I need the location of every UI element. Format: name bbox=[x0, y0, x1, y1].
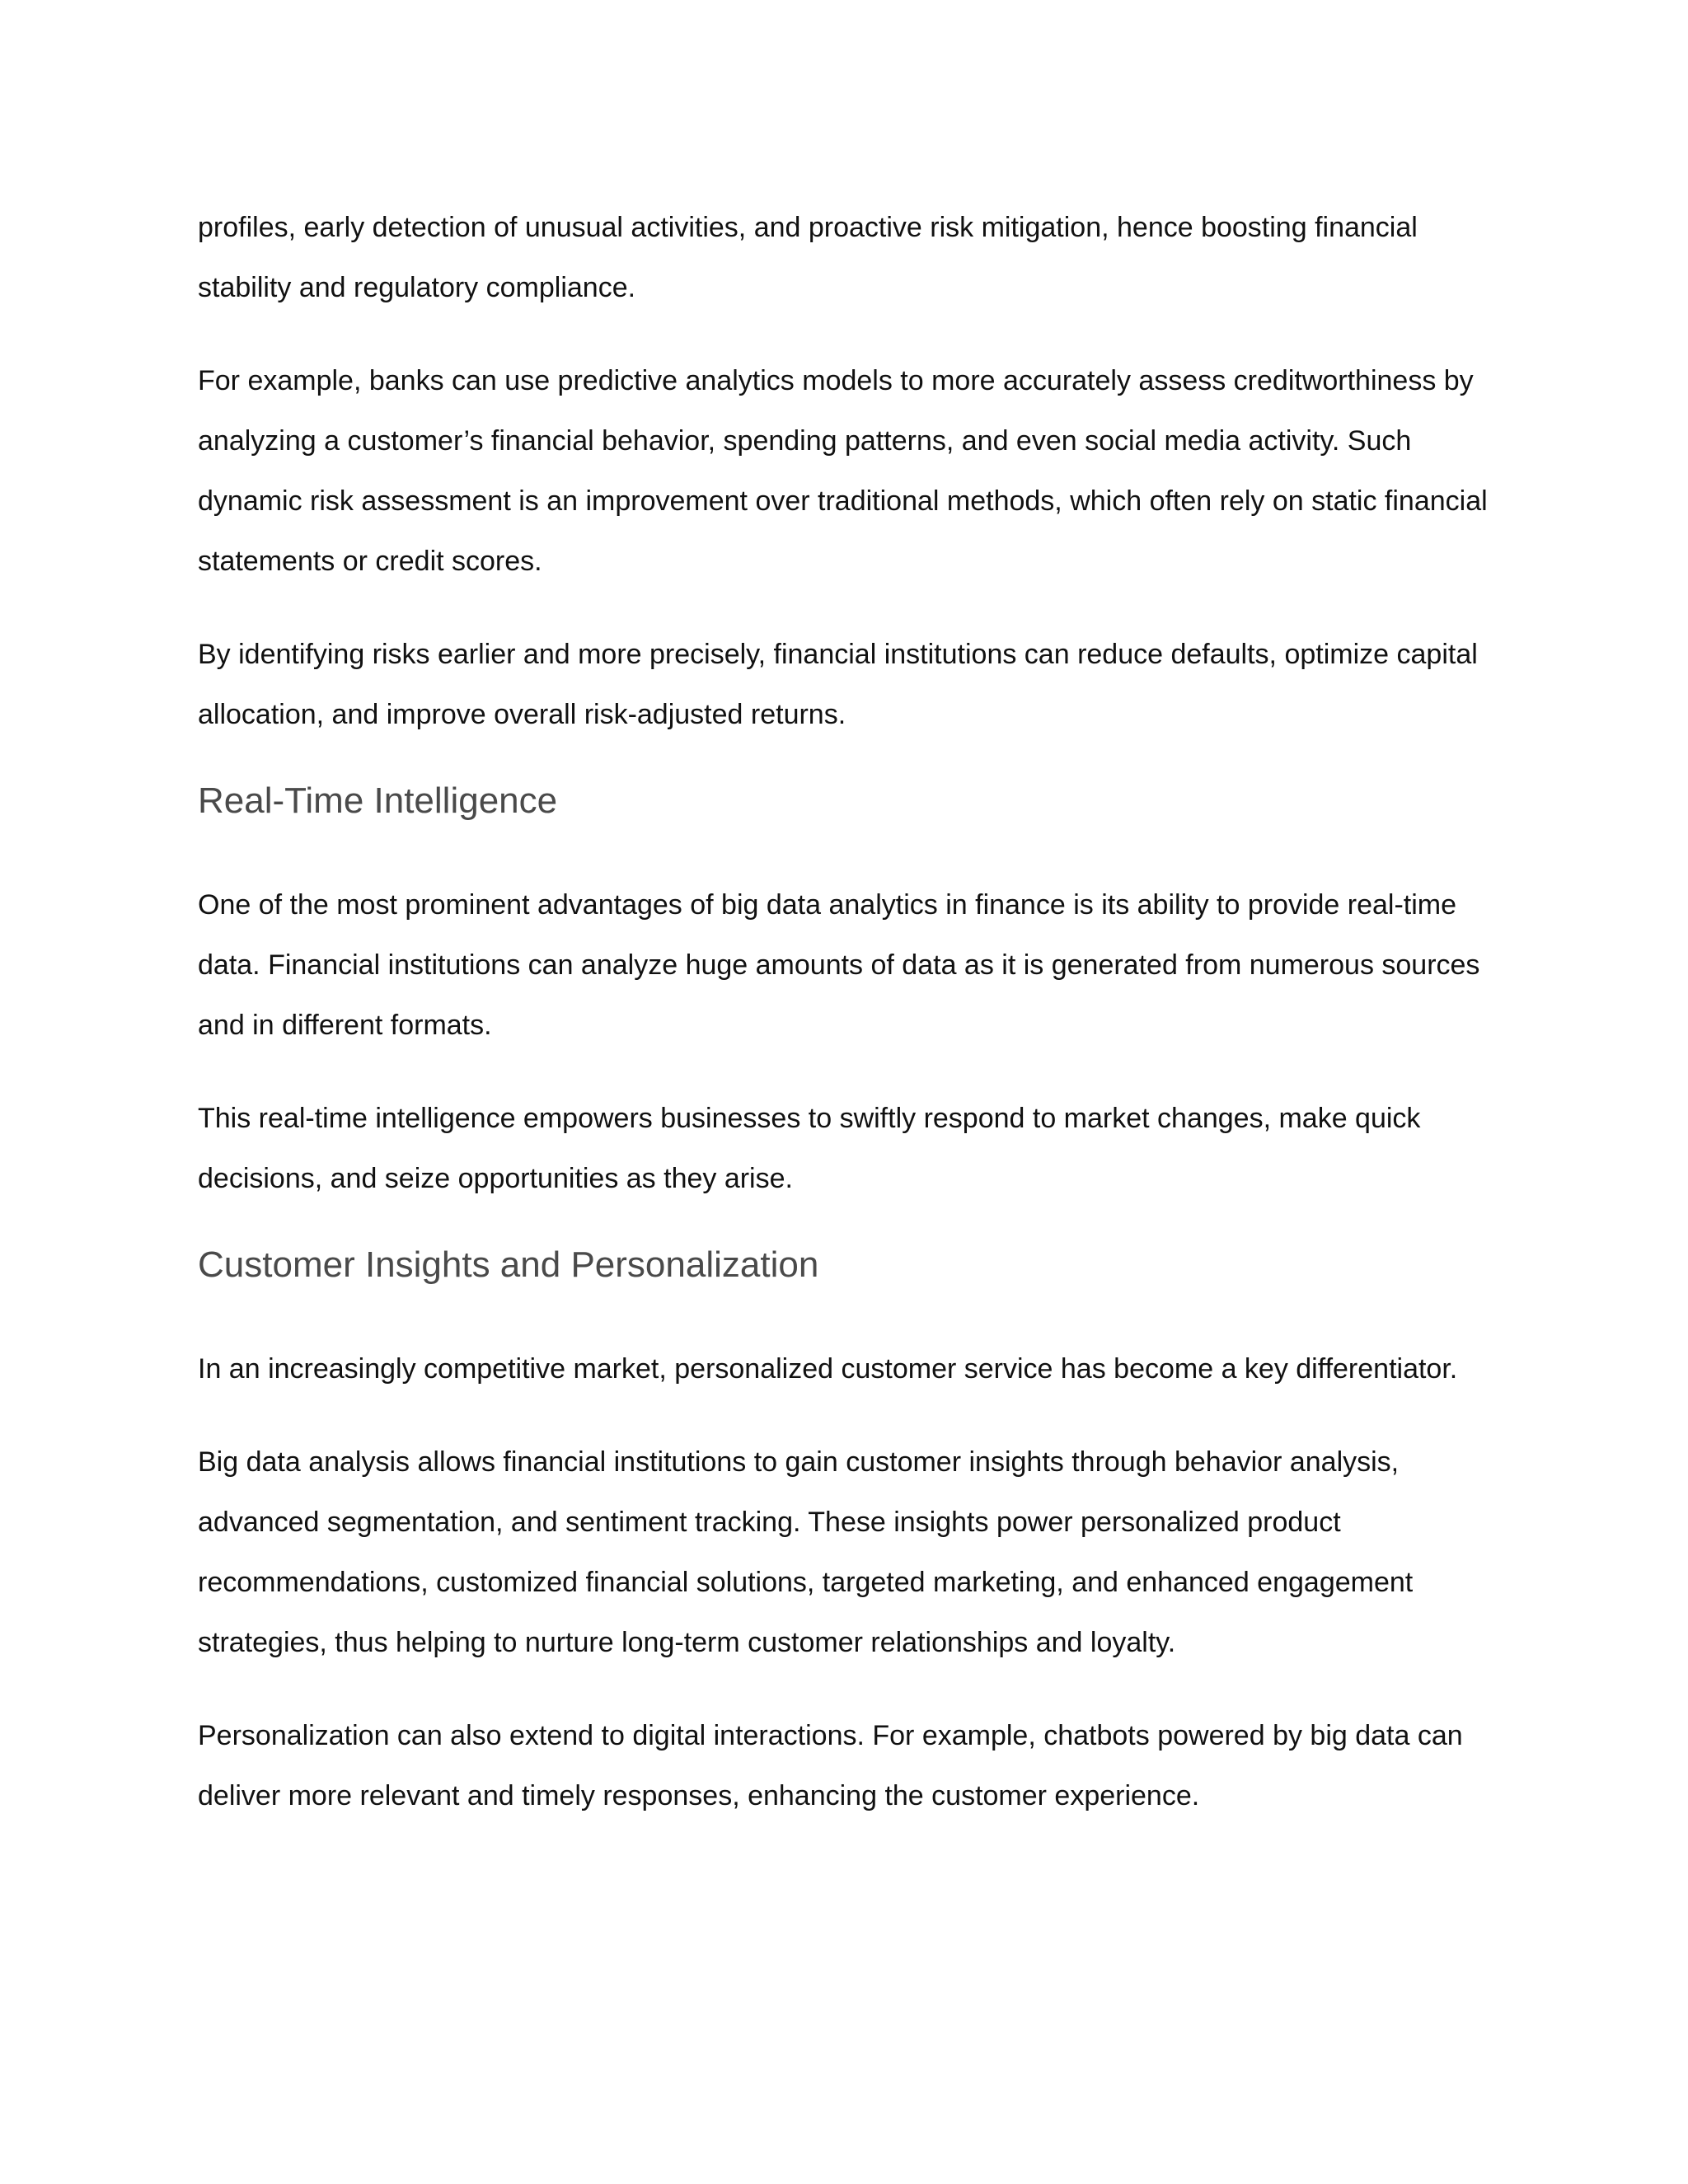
paragraph-personalization-digital: Personalization can also extend to digital interactions. For example, chatbots powered by big data can deliver more relevant and timely responses, enhancing the customer experience. bbox=[198, 1720, 1463, 1811]
paragraph-identifying-risks: By identifying risks earlier and more precisely, financial institutions can reduce defaults, optimize capital allocation, and improve overall risk-adjusted returns. bbox=[198, 639, 1478, 730]
heading-real-time-intelligence: Real-Time Intelligence bbox=[198, 780, 558, 821]
document-body bbox=[198, 198, 1500, 1859]
paragraph-real-time-empowers: This real-time intelligence empowers businesses to swiftly respond to market changes, make quick decisions, and seize opportunities as they arise. bbox=[198, 1103, 1421, 1194]
paragraph-real-time-data: One of the most prominent advantages of big data analytics in finance is its ability to provide real-time data. Financial institutions can analyze huge amounts of data as it is generated from numerous sources and in different formats. bbox=[198, 889, 1480, 1041]
paragraph-competitive-market: In an increasingly competitive market, personalized customer service has become a key differentiator. bbox=[198, 1353, 1458, 1385]
paragraph-big-data-analysis: Big data analysis allows financial institutions to gain customer insights through behavior analysis, advanced segmentation, and sentiment tracking. These insights power personalized product recommendations, customized financial solutions, targeted marketing, and enhanced engagement strategies, thus helping to nurture long-term customer relationships and loyalty. bbox=[198, 1446, 1414, 1658]
paragraph-risk-profiles: profiles, early detection of unusual activities, and proactive risk mitigation, hence boosting financial stability and regulatory compliance. bbox=[198, 212, 1418, 303]
heading-customer-insights: Customer Insights and Personalization bbox=[198, 1244, 819, 1285]
paragraph-predictive-analytics: For example, banks can use predictive analytics models to more accurately assess creditworthiness by analyzing a customer’s financial behavior, spending patterns, and even social media activity. Such dynamic risk assessment is an improvement over traditional methods, which often rely on static financial statements or credit scores. bbox=[198, 365, 1488, 577]
